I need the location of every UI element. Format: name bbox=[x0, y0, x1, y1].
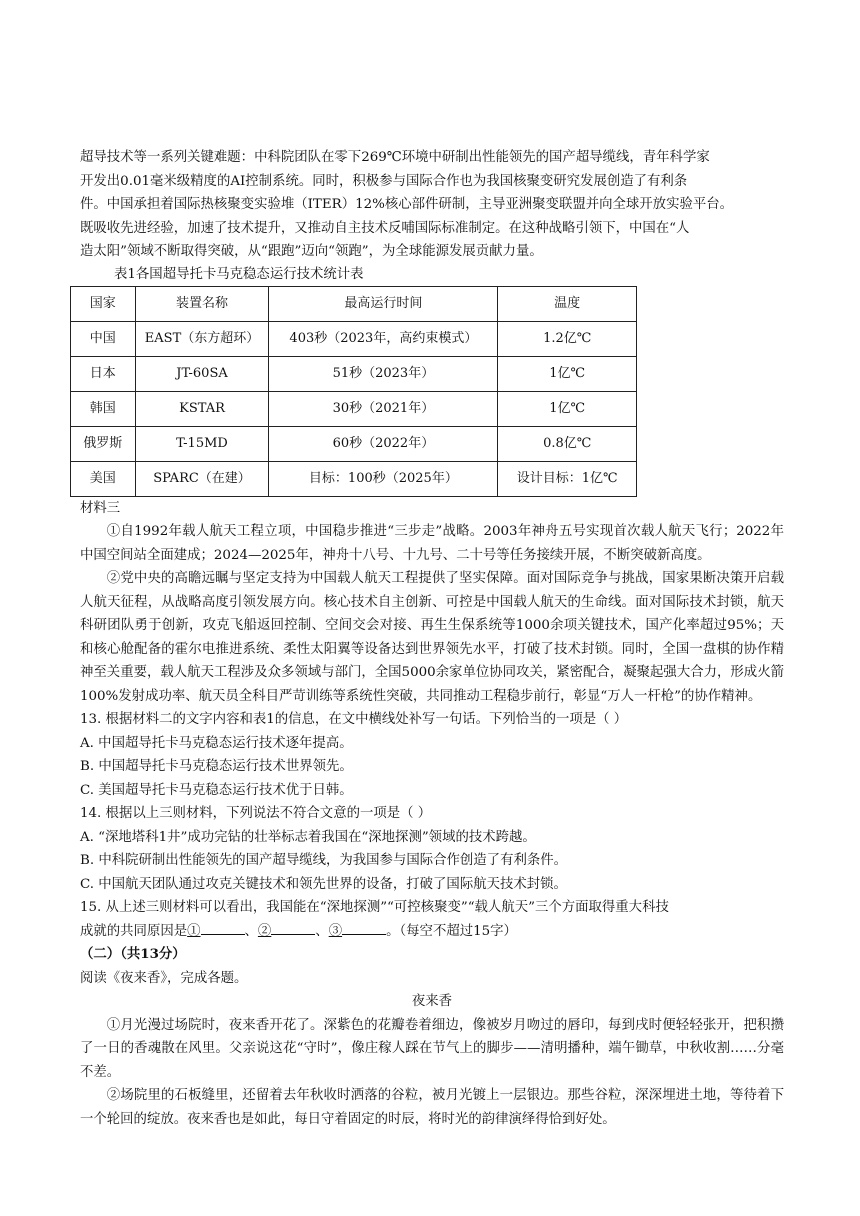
q13-stem: 13. 根据材料二的文字内容和表1的信息，在文中横线处补写一句话。下列恰当的一项是（ ） bbox=[80, 712, 628, 727]
table-cell: EAST（东方超环） bbox=[135, 321, 269, 356]
fusion-table bbox=[70, 286, 637, 497]
table-cell: 日本 bbox=[71, 356, 136, 391]
table-cell: 中国 bbox=[71, 321, 136, 356]
q15-line-1: 15. 从上述三则材料可以看出，我国能在“深地探测”“可控核聚变”“载人航天”三个方面取得重大科技 bbox=[80, 900, 669, 915]
document-page bbox=[80, 146, 784, 1131]
intro-line-1: 超导技术等一系列关键难题：中科院团队在零下269℃环境中研制出性能领先的国产超导缆线，青年科学家 bbox=[80, 150, 710, 165]
table-cell: SPARC（在建） bbox=[135, 461, 269, 496]
q15-separator: 、 bbox=[244, 923, 258, 939]
q15-marker-2: ② bbox=[257, 923, 272, 939]
table-row bbox=[71, 391, 637, 426]
q15-blank-1[interactable] bbox=[201, 920, 245, 935]
q15-marker-1: ① bbox=[187, 923, 201, 939]
table-cell: 目标：100秒（2025年） bbox=[269, 461, 498, 496]
essay-paragraph-1: ①月光漫过场院时，夜来香开花了。深紫色的花瓣卷着细边，像被岁月吻过的唇印，每到戌时便轻轻张开，把积攒了一日的香魂散在风里。父亲说这花“守时”，像庄稼人踩在节气上的脚步——清明播种，端午锄草，中秋收割……分毫不差。 bbox=[80, 1017, 784, 1080]
table-cell: 51秒（2023年） bbox=[269, 356, 498, 391]
q14-stem: 14. 根据以上三则材料，下列说法不符合文意的一项是（ ） bbox=[80, 806, 432, 821]
table-cell: KSTAR bbox=[135, 391, 269, 426]
intro-line-5: 造太阳”领域不断取得突破，从“跟跑”迈向“领跑”，为全球能源发展贡献力量。 bbox=[80, 244, 543, 259]
table-cell: 韩国 bbox=[71, 391, 136, 426]
intro-line-4: 既吸收先进经验，加速了技术提升，又推动自主技术反哺国际标准制定。在这种战略引领下，中国在“人 bbox=[80, 220, 690, 236]
material3-paragraph-2: ②党中央的高瞻远瞩与坚定支持为中国载人航天工程提供了坚实保障。面对国际竞争与挑战，国家果断决策开启载人航天征程，从战略高度引领发展方向。核心技术自主创新、可控是中国载人航天的生命线。面对国际技术封锁，航天科研团队勇于创新，攻克飞船返回控制、空间交会对接、再生生保系统等1000余项关键技术，国产化率超过95%；天和核心舱配备的霍尔电推进系统、柔性太阳翼等设备达到世界领先水平，打破了技术封锁。同时，全国一盘棋的协作精神至关重要，载人航天工程涉及众多领域与部门，全国5000余家单位协同攻关，紧密配合，凝聚起强大合力，形成火箭100%发射成功率、航天员全科目严苛训练等系统性突破，共同推动工程稳步前行，彰显“万人一杆枪”的协作精神。 bbox=[80, 571, 784, 704]
table-row bbox=[71, 321, 637, 356]
table-cell: 1亿℃ bbox=[498, 391, 637, 426]
q13-option-a: A. 中国超导托卡马克稳态运行技术逐年提高。 bbox=[80, 735, 353, 751]
q14-option-b: B. 中科院研制出性能领先的国产超导缆线，为我国参与国际合作创造了有利条件。 bbox=[80, 853, 568, 868]
table-cell: 俄罗斯 bbox=[71, 426, 136, 461]
table-caption: 表1各国超导托卡马克稳态运行技术统计表 bbox=[114, 266, 364, 282]
table-cell: 美国 bbox=[71, 461, 136, 496]
table-header-cell: 国家 bbox=[71, 286, 136, 321]
q15-prefix: 成就的共同原因是 bbox=[80, 923, 188, 939]
table-row bbox=[71, 356, 637, 391]
table-cell: 设计目标：1亿℃ bbox=[498, 461, 637, 496]
table-cell: 403秒（2023年，高约束模式） bbox=[269, 321, 498, 356]
q15-blank-3[interactable] bbox=[342, 920, 386, 935]
q13-option-c: C. 美国超导托卡马克稳态运行技术优于日韩。 bbox=[80, 782, 353, 798]
q15-marker-3: ③ bbox=[328, 923, 343, 939]
q15-suffix: 。（每空不超过15字） bbox=[386, 923, 517, 939]
table-cell: 1亿℃ bbox=[498, 356, 637, 391]
table-cell: 30秒（2021年） bbox=[269, 391, 498, 426]
material3-paragraph-1: ①自1992年载人航天工程立项，中国稳步推进“三步走”战略。2003年神舟五号实现首次载人航天飞行；2022年中国空间站全面建成；2024—2025年，神舟十八号、十九号、二十号等任务接续开展，不断突破新高度。 bbox=[80, 524, 784, 563]
table-cell: T-15MD bbox=[135, 426, 269, 461]
intro-line-2: 开发出0.01毫米级精度的AI控制系统。同时，积极参与国际合作也为我国核聚变研究发展创造了有利条 bbox=[80, 173, 688, 189]
material3-label: 材料三 bbox=[80, 500, 121, 516]
essay-paragraph-2: ②场院里的石板缝里，还留着去年秋收时洒落的谷粒，被月光镀上一层银边。那些谷粒，深深埋进土地，等待着下一个轮回的绽放。夜来香也是如此，每日守着固定的时辰，将时光的韵律演绎得恰到好处。 bbox=[80, 1088, 784, 1127]
table-header-cell: 最高运行时间 bbox=[269, 286, 498, 321]
q15-blank-2[interactable] bbox=[271, 920, 315, 935]
table-cell: 60秒（2022年） bbox=[269, 426, 498, 461]
table-row bbox=[71, 426, 637, 461]
table-cell: JT-60SA bbox=[135, 356, 269, 391]
table-header-row bbox=[71, 286, 637, 321]
q15-separator: 、 bbox=[315, 923, 329, 939]
intro-line-3: 件。中国承担着国际热核聚变实验堆（ITER）12%核心部件研制，主导亚洲聚变联盟并向全球开放实验平台。 bbox=[80, 197, 734, 212]
table-cell: 0.8亿℃ bbox=[498, 426, 637, 461]
q14-option-c: C. 中国航天团队通过攻克关键技术和领先世界的设备，打破了国际航天技术封锁。 bbox=[80, 876, 567, 892]
table-cell: 1.2亿℃ bbox=[498, 321, 637, 356]
section-2-heading: （二）（共13分） bbox=[80, 946, 186, 962]
q13-option-b: B. 中国超导托卡马克稳态运行技术世界领先。 bbox=[80, 759, 353, 774]
essay-title: 夜来香 bbox=[411, 994, 453, 1009]
q14-option-a: A. “深地塔科1井”成功完钻的壮举标志着我国在“深地探测”领域的技术跨越。 bbox=[80, 829, 536, 845]
q15-line-2 bbox=[80, 920, 784, 944]
table-row bbox=[71, 461, 637, 496]
table-header-cell: 温度 bbox=[498, 286, 637, 321]
reading-instruction: 阅读《夜来香》，完成各题。 bbox=[80, 970, 248, 986]
table-header-cell: 装置名称 bbox=[135, 286, 269, 321]
